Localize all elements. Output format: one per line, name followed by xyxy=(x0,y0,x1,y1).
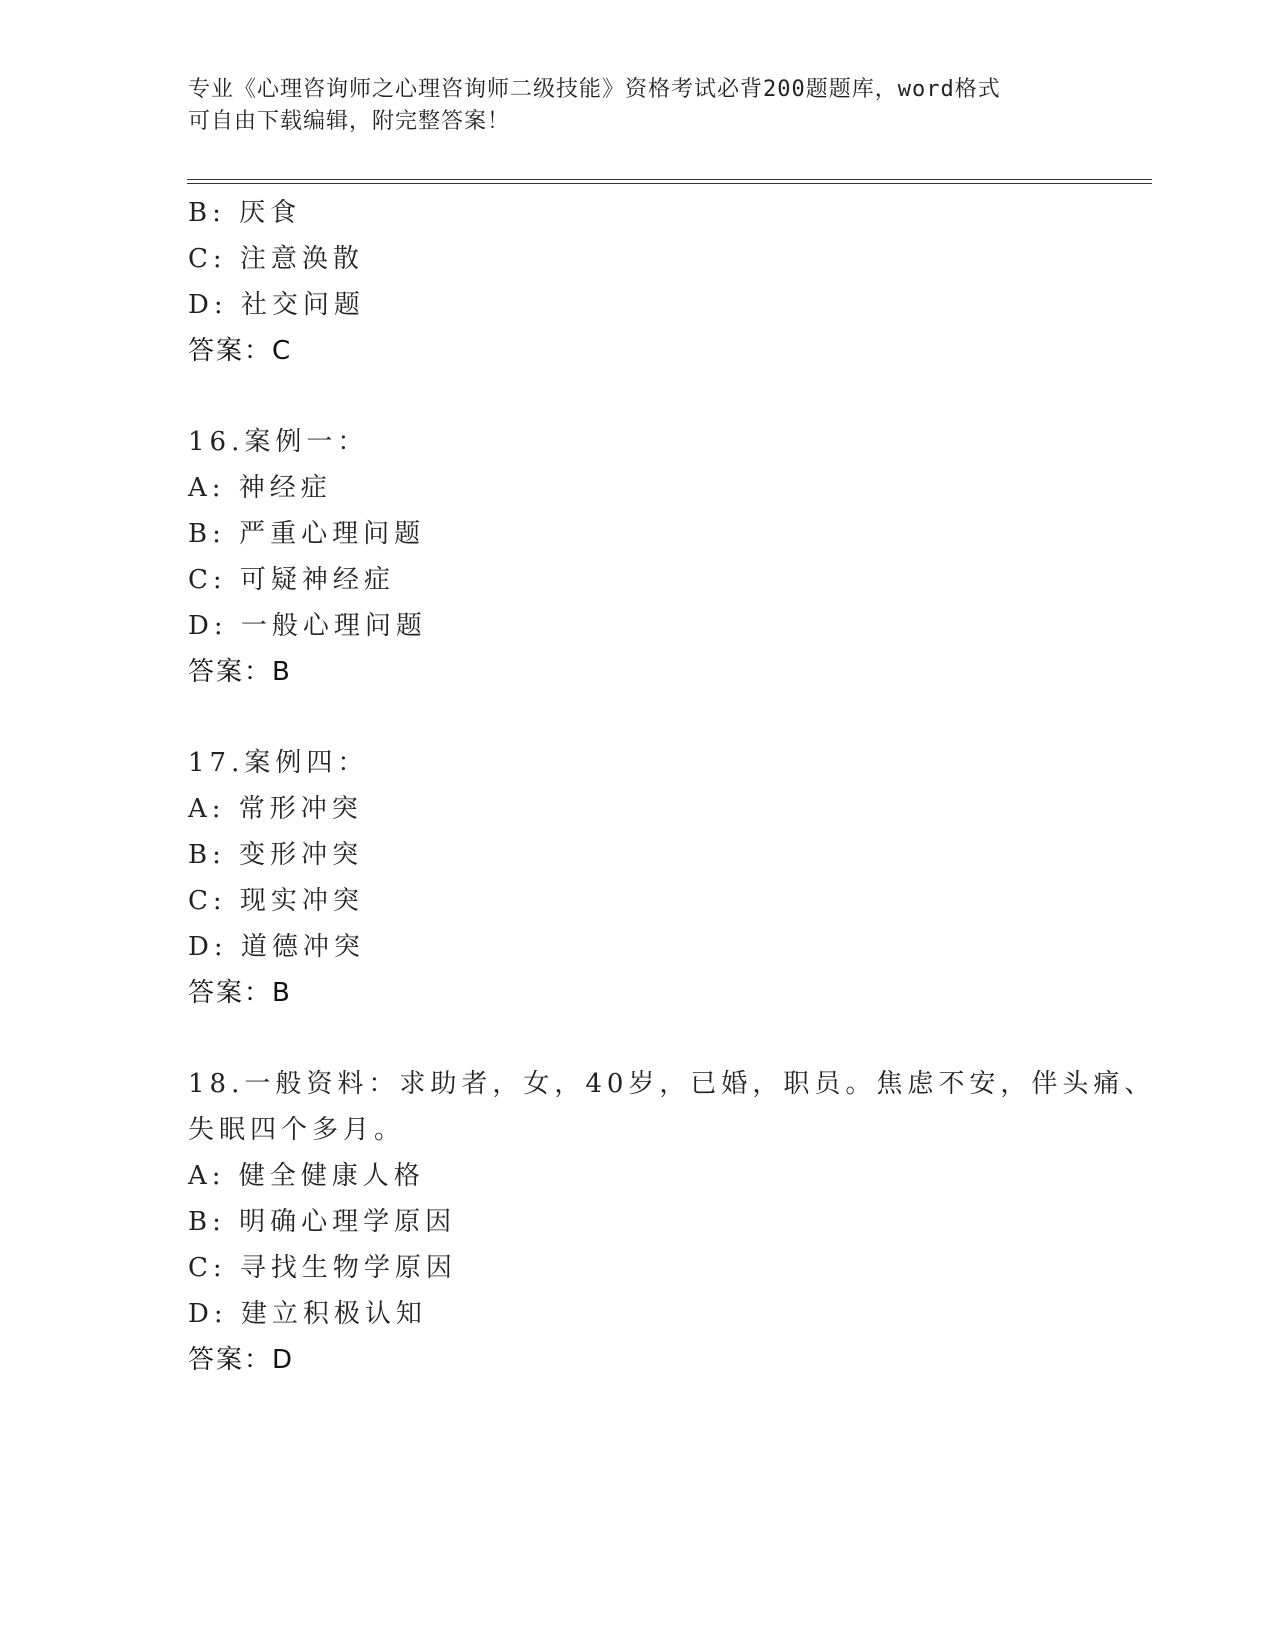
answer: 答案：B xyxy=(188,657,292,687)
question-16 xyxy=(188,419,1088,695)
spacer xyxy=(188,374,1088,419)
answer: 答案：C xyxy=(188,336,293,366)
option-d: D: 一般心理问题 xyxy=(188,611,427,641)
question-stem-line-2: 失眠四个多月。 xyxy=(188,1115,406,1145)
header-divider-bottom xyxy=(187,183,1152,184)
spacer xyxy=(188,695,1088,740)
option-d: D: 社交问题 xyxy=(188,290,365,320)
question-15-tail xyxy=(188,190,1088,374)
question-list xyxy=(188,190,1156,1383)
question-17 xyxy=(188,740,1088,1016)
question-stem: 17.案例四： xyxy=(188,748,369,778)
option-d: D: 建立积极认知 xyxy=(188,1299,427,1329)
option-b: B: 严重心理问题 xyxy=(188,519,426,549)
option-c: C: 可疑神经症 xyxy=(188,565,395,595)
option-a: A: 健全健康人格 xyxy=(188,1161,425,1191)
question-18 xyxy=(188,1061,1156,1383)
option-a: A: 神经症 xyxy=(188,473,332,503)
option-c: C: 注意涣散 xyxy=(188,244,364,274)
question-stem-line-1: 18.一般资料：求助者，女，40岁，已婚，职员。焦虑不安，伴头痛、 xyxy=(188,1069,1156,1099)
option-b: B: 变形冲突 xyxy=(188,840,364,870)
option-a: A: 常形冲突 xyxy=(188,794,363,824)
header-title-line-1: 专业《心理咨询师之心理咨询师二级技能》资格考试必背200题题库，word格式 xyxy=(188,77,1001,102)
answer: 答案：D xyxy=(188,1345,295,1375)
spacer xyxy=(188,1016,1088,1061)
option-b: B: 明确心理学原因 xyxy=(188,1207,457,1237)
option-c: C: 寻找生物学原因 xyxy=(188,1253,457,1283)
question-stem: 16.案例一： xyxy=(188,427,369,457)
header-divider-top xyxy=(187,179,1152,180)
option-c: C: 现实冲突 xyxy=(188,886,364,916)
option-b: B: 厌食 xyxy=(188,198,302,228)
answer: 答案：B xyxy=(188,978,292,1008)
option-d: D: 道德冲突 xyxy=(188,932,365,962)
document-header xyxy=(188,74,1088,138)
header-title-line-2: 可自由下载编辑，附完整答案！ xyxy=(188,109,511,134)
